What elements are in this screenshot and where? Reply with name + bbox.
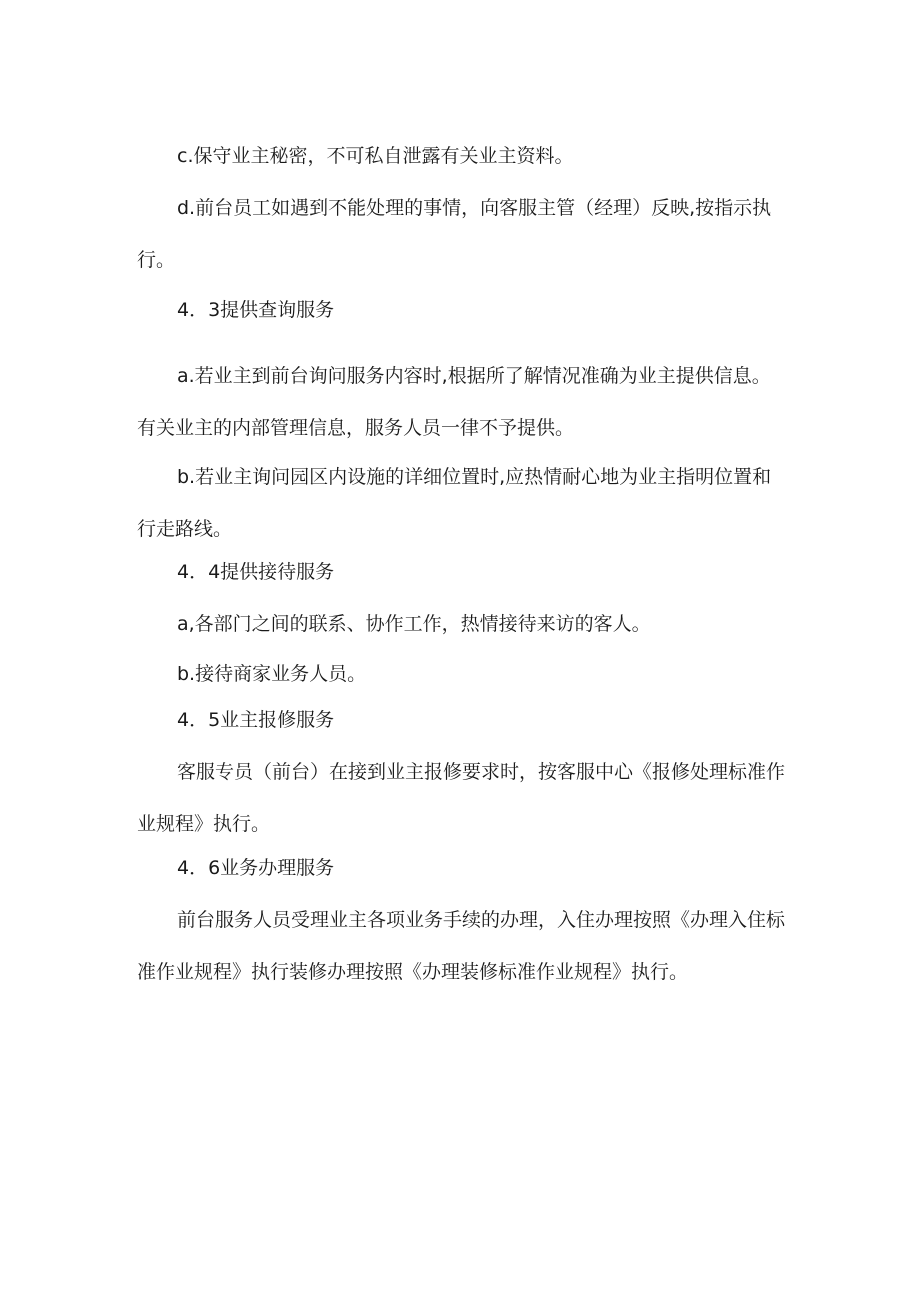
- paragraph-c-confidentiality: c.保守业主秘密，不可私自泄露有关业主资料。: [177, 145, 574, 167]
- section-4-3-title: 4．3提供查询服务: [177, 299, 335, 321]
- paragraph-a-inquiry: a.若业主到前台询问服务内容时,根据所了解情况准确为业主提供信息。有关业主的内部管理信息，服务人员一律不予提供。: [137, 365, 771, 439]
- paragraph-d-report-to-supervisor: d.前台员工如遇到不能处理的事情，向客服主管（经理）反映,按指示执行。: [137, 197, 772, 271]
- paragraph-a-reception: a,各部门之间的联系、协作工作，热情接待来访的客人。: [177, 613, 651, 635]
- paragraph-business-handling: 前台服务人员受理业主各项业务手续的办理，入住办理按照《办理入住标准作业规程》执行装修办理按照《办理装修标准作业规程》执行。: [137, 909, 786, 983]
- section-4-5-title: 4．5业主报修服务: [177, 709, 335, 731]
- section-4-4-title: 4．4提供接待服务: [177, 561, 335, 583]
- section-4-6-title: 4．6业务办理服务: [177, 857, 335, 879]
- paragraph-b-merchants: b.接待商家业务人员。: [177, 663, 367, 685]
- paragraph-repair-service: 客服专员（前台）在接到业主报修要求时，按客服中心《报修处理标准作业规程》执行。: [137, 761, 786, 835]
- paragraph-b-facility-location: b.若业主询问园区内设施的详细位置时,应热情耐心地为业主指明位置和行走路线。: [137, 466, 772, 540]
